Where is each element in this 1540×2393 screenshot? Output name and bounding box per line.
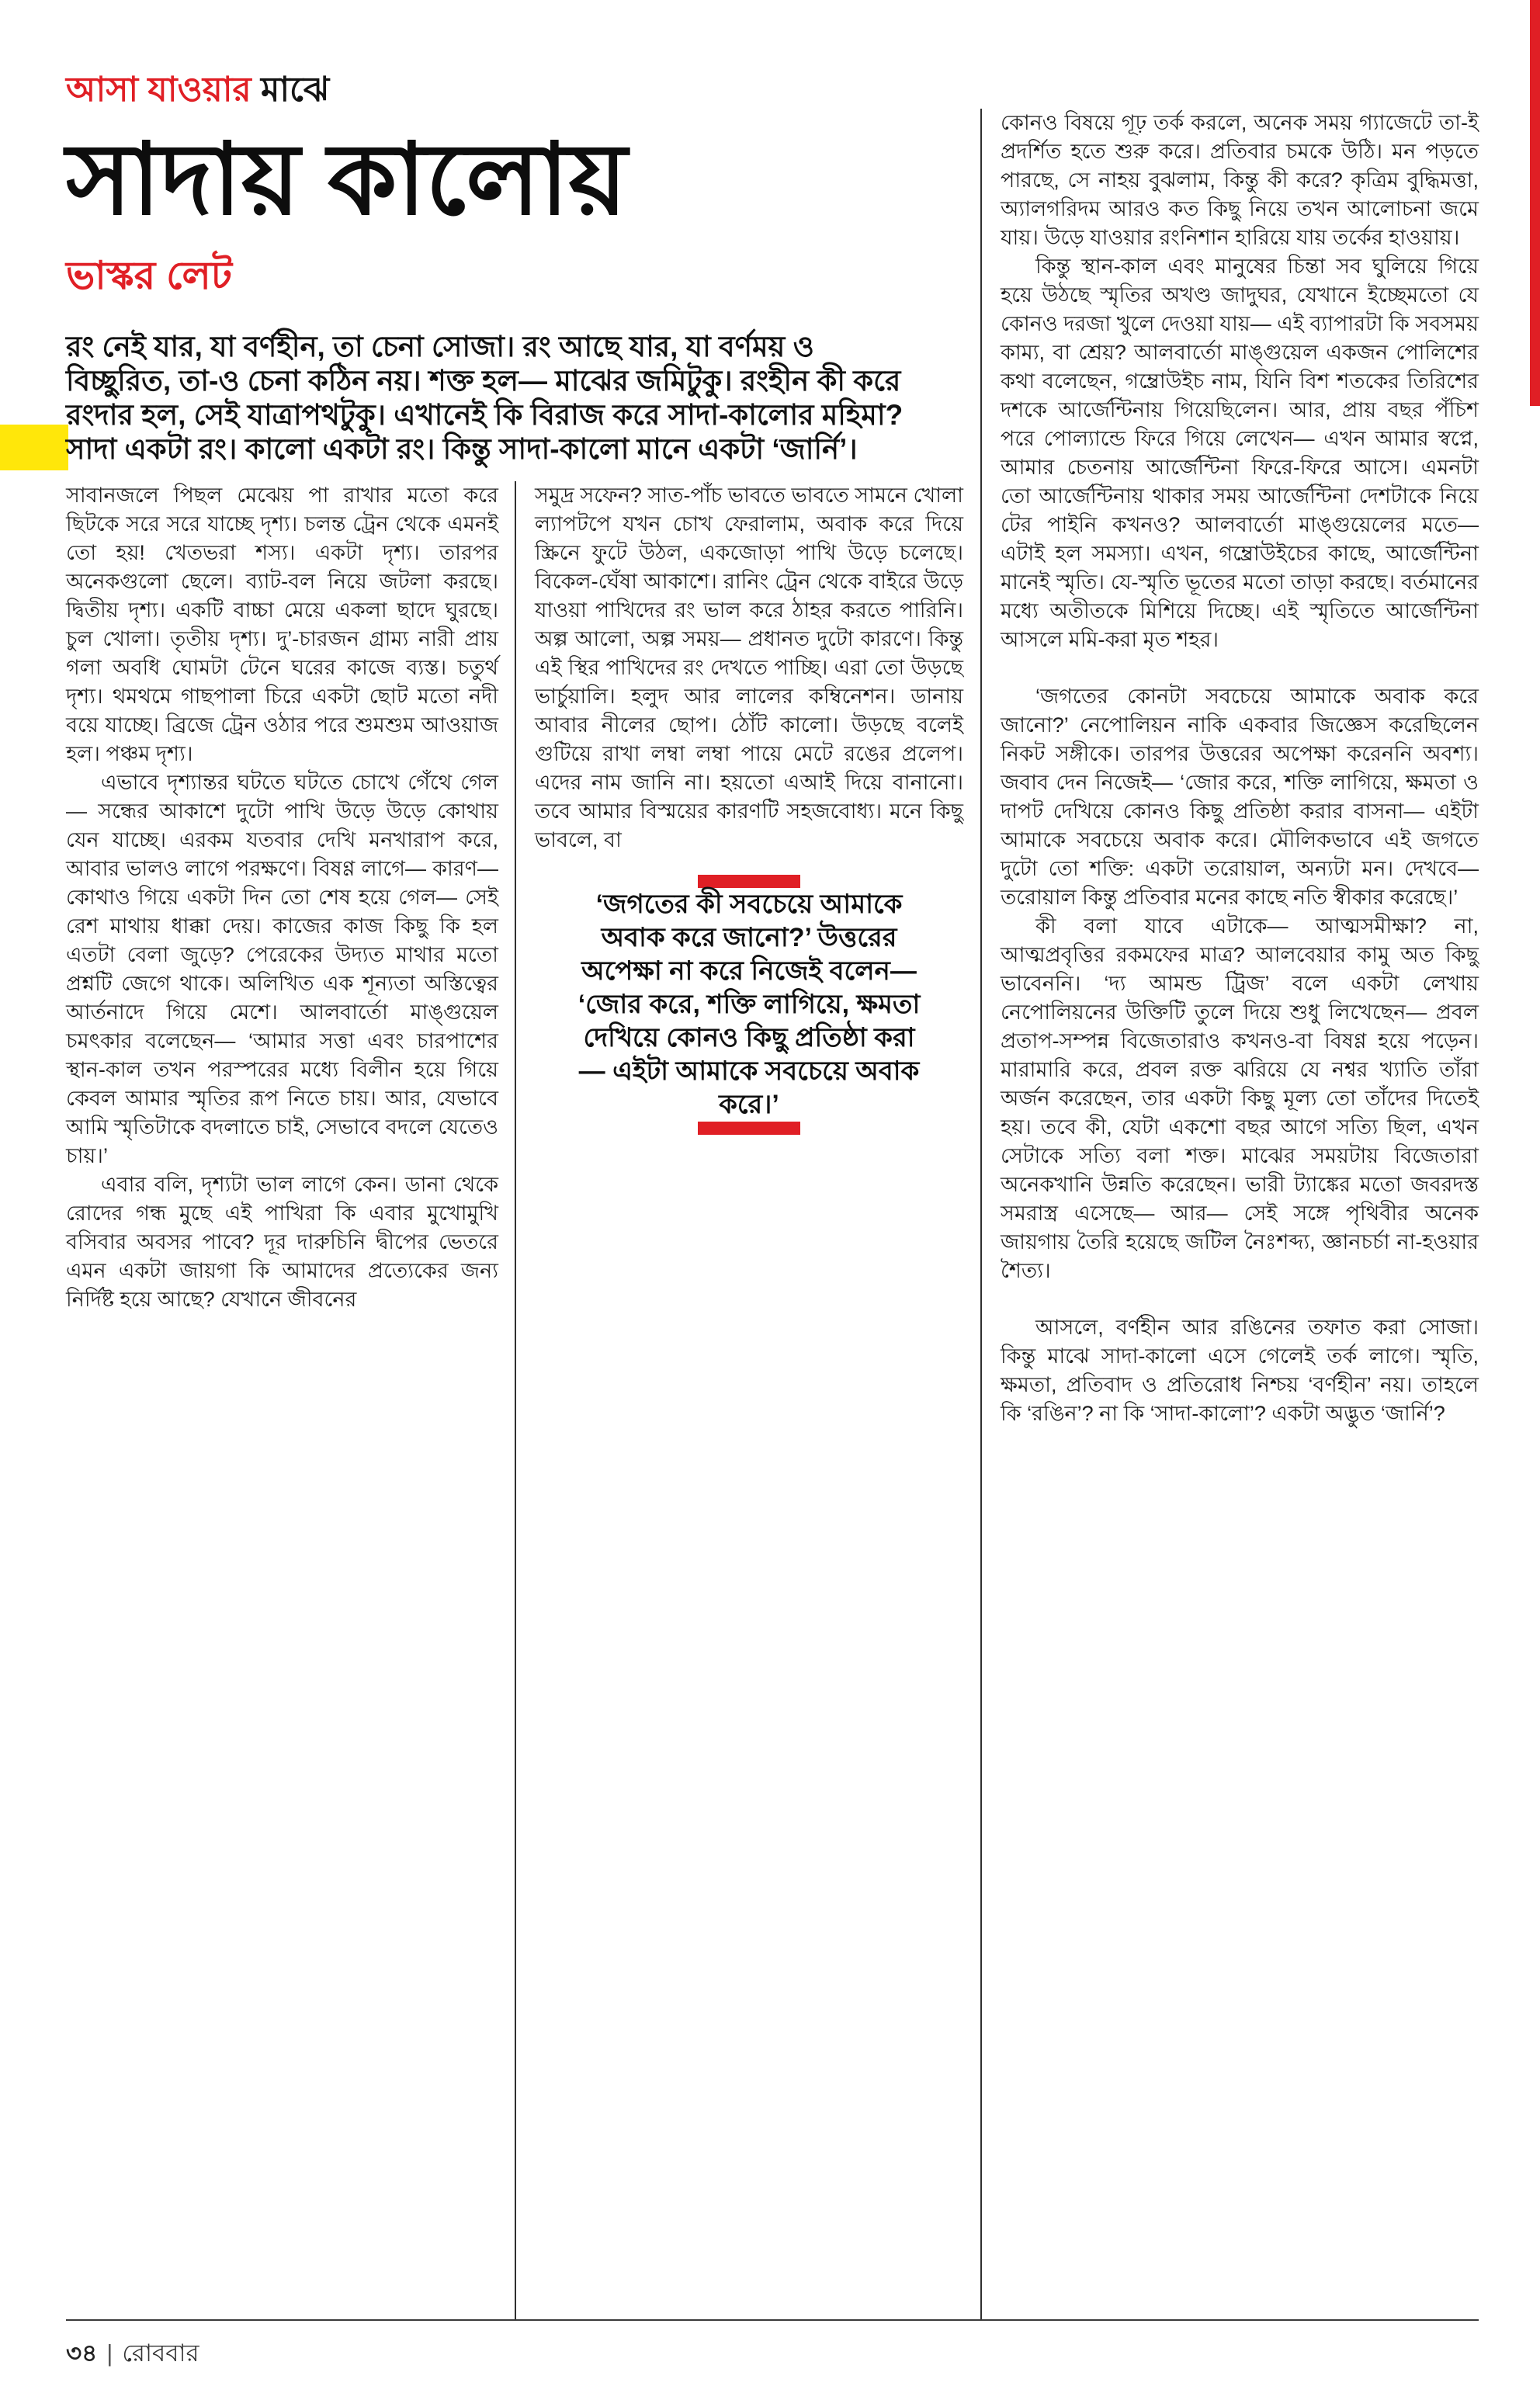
- pull-quote-text: ‘জগতের কী সবচেয়ে আমাকে অবাক করে জানো?’ উত্তরের অপেক্ষা না করে নিজেই বলেন— ‘জোর করে, শক্তি লাগিয়ে, ক্ষমতা দেখিয়ে কোনও কিছু প্রতিষ্ঠা করা— এইটা আমাকে সবচেয়ে অবাক করে।’: [578, 890, 921, 1119]
- column-divider-left: [515, 481, 516, 2319]
- section-label-red-part: আসা যাওয়ার: [66, 71, 251, 109]
- folio-separator: |: [106, 2339, 113, 2367]
- pull-quote-block: [535, 875, 963, 1135]
- body-paragraph: ‘জগতের কোনটা সবচেয়ে আমাকে অবাক করে জানো?’ নেপোলিয়ন নাকি একবার জিজ্ঞেস করেছিলেন নিকট সঙ্গীকে। তারপর উত্তরের অপেক্ষা করেননি অবশ্য। জবাব দেন নিজেই— ‘জোর করে, শক্তি লাগিয়ে, ক্ষমতা ও দাপট দেখিয়ে কোনও কিছু প্রতিষ্ঠা করার বাসনা— এইটা আমাকে সবচেয়ে অবাক করে। মৌলিকভাবে এই জগতে দুটো তো শক্তি: একটা তরোয়াল, অন্যটা মন। দেখবে— তরোয়াল কিন্তু প্রতিবার মনের কাছে নতি স্বীকার করেছে।’: [1001, 685, 1479, 909]
- section-label: [66, 64, 912, 120]
- magazine-name: রোববার: [122, 2339, 199, 2367]
- body-paragraph: কী বলা যাবে এটাকে— আত্মসমীক্ষা? না, আত্মপ্রবৃত্তির রকমফের মাত্র? আলবেয়ার কামু অত কিছু ভাবেননি। ‘দ্য আমন্ড ট্রিজ’ বলে একটা লেখায় নেপোলিয়নের উক্তিটি তুলে দিয়ে শুধু লিখেছেন— প্রবল প্রতাপ-সম্পন্ন বিজেতারাও কখনও-বা বিষণ্ণ হয়ে পড়েন। মারামারি করে, প্রবল রক্ত ঝরিয়ে যে নশ্বর খ্যাতি তাঁরা অর্জন করেছেন, তার একটা কিছু মূল্য তো তাঁদের দিতেই হয়। তবে কী, যেটা একশো বছর আগে সত্যি ছিল, এখন সেটাকে সত্যি বলা শক্ত। মাঝের সময়টায় বিজেতারা অনেকখানি উন্নতি করেছেন। ভারী ট্যাঙ্কের মতো জবরদস্ত সমরাস্ত্র এসেছে— আর— সেই সঙ্গে পৃথিবীর অনেক জায়গায় তৈরি হয়েছে জটিল নৈঃশব্দ্য, জ্ঞানচর্চা না-হওয়ার শৈত্য।: [1001, 914, 1479, 1282]
- section-label-black-part: মাঝে: [251, 71, 330, 109]
- page-folio: [66, 2335, 199, 2375]
- footer-rule: [66, 2319, 1479, 2321]
- pull-quote-bottom-bar: [698, 1122, 800, 1135]
- article-title: সাদায় কালোয়: [66, 124, 628, 235]
- body-paragraph: সাবানজলে পিছল মেঝেয় পা রাখার মতো করে ছিটকে সরে সরে যাচ্ছে দৃশ্য। চলন্ত ট্রেন থেকে এমনই তো হয়! খেতভরা শস্য। একটা দৃশ্য। তারপর অনেকগুলো ছেলে। ব্যাট-বল নিয়ে জটলা করছে। দ্বিতীয় দৃশ্য। একটি বাচ্চা মেয়ে একলা ছাদে ঘুরছে। চুল খোলা। তৃতীয় দৃশ্য। দু’-চারজন গ্রাম্য নারী প্রায় গলা অবধি ঘোমটা টেনে ঘরের কাজে ব্যস্ত। চতুর্থ দৃশ্য। থমথমে গাছপালা চিরে একটা ছোট মতো নদী বয়ে যাচ্ছে। ব্রিজে ট্রেন ওঠার পরে শুমশুম আওয়াজ হল। পঞ্চম দৃশ্য।: [66, 484, 498, 765]
- page-number: ৩৪: [66, 2339, 98, 2367]
- pull-quote-top-bar: [698, 875, 800, 888]
- body-column-1: [66, 481, 498, 1314]
- body-paragraph: কোনও বিষয়ে গূঢ় তর্ক করলে, অনেক সময় গ্যাজেটে তা-ই প্রদর্শিত হতে শুরু করে। প্রতিবার চমকে উঠি। মন পড়তে পারছে, সে নাহয় বুঝলাম, কিন্তু কী করে? কৃত্রিম বুদ্ধিমত্তা, অ্যালগরিদম আরও কত কিছু নিয়ে তখন আলোচনা জমে যায়। উড়ে যাওয়ার রংনিশান হারিয়ে যায় তর্কের হাওয়ায়।: [1001, 111, 1479, 249]
- column-divider-right: [980, 109, 982, 2319]
- author-byline: ভাস্কর লেট: [66, 254, 232, 298]
- body-paragraph: এবার বলি, দৃশ্যটা ভাল লাগে কেন। ডানা থেকে রোদের গন্ধ মুছে এই পাখিরা কি এবার মুখোমুখি বসিবার অবসর পাবে? দূর দারুচিনি দ্বীপের ভেতরে এমন একটা জায়গা কি আমাদের প্রত্যেকের জন্য নির্দিষ্ট হয়ে আছে? যেখানে জীবনের: [66, 1173, 498, 1311]
- yellow-highlight-strip: [0, 425, 68, 470]
- article-header: [66, 64, 912, 466]
- body-column-3: [1001, 109, 1479, 1428]
- body-paragraph: আসলে, বর্ণহীন আর রঙিনের তফাত করা সোজা। কিন্তু মাঝে সাদা-কালো এসে গেলেই তর্ক লাগে। স্মৃতি, ক্ষমতা, প্রতিবাদ ও প্রতিরোধ নিশ্চয় ‘বর্ণহীন’ নয়। তাহলে কি ‘রঙিন’? না কি ‘সাদা-কালো’? একটা অদ্ভুত ‘জার্নি’?: [1001, 1316, 1479, 1425]
- article-lede: রং নেই যার, যা বর্ণহীন, তা চেনা সোজা। রং আছে যার, যা বর্ণময় ও বিচ্ছুরিত, তা-ও চেনা কঠিন নয়। শক্ত হল— মাঝের জমিটুকু। রংহীন কী করে রংদার হল, সেই যাত্রাপথটুকু। এখানেই কি বিরাজ করে সাদা-কালোর মহিমা? সাদা একটা রং। কালো একটা রং। কিন্তু সাদা-কালো মানে একটা ‘জার্নি’।: [66, 331, 904, 466]
- page-edge-accent-bar: [1530, 0, 1540, 406]
- body-column-2: [535, 481, 963, 1135]
- body-paragraph: সমুদ্র সফেন? সাত-পাঁচ ভাবতে ভাবতে সামনে খোলা ল্যাপটপে যখন চোখ ফেরালাম, অবাক করে দিয়ে স্ক্রিনে ফুটে উঠল, একজোড়া পাখি উড়ে চলেছে। বিকেল-ঘেঁষা আকাশে। রানিং ট্রেন থেকে বাইরে উড়ে যাওয়া পাখিদের রং ভাল করে ঠাহর করতে পারিনি। অল্প আলো, অল্প সময়— প্রধানত দুটো কারণে। কিন্তু এই স্থির পাখিদের রং দেখতে পাচ্ছি। এরা তো উড়ছে ভার্চুয়ালি। হলুদ আর লালের কম্বিনেশন। ডানায় আবার নীলের ছোপ। ঠোঁট কালো। উড়ছে বলেই গুটিয়ে রাখা লম্বা লম্বা পায়ে মেটে রঙের প্রলেপ। এদের নাম জানি না। হয়তো এআই দিয়ে বানানো। তবে আমার বিস্ময়ের কারণটি সহজবোধ্য। মনে কিছু ভাবলে, বা: [535, 484, 963, 851]
- body-paragraph: এভাবে দৃশ্যান্তর ঘটতে ঘটতে চোখে গেঁথে গেল— সন্ধের আকাশে দুটো পাখি উড়ে উড়ে কোথায় যেন যাচ্ছে। এরকম যতবার দেখি মনখারাপ করে, আবার ভালও লাগে পরক্ষণে। বিষণ্ণ লাগে— কারণ— কোথাও গিয়ে একটা দিন তো শেষ হয়ে গেল— সেই রেশ মাথায় ধাক্কা দেয়। কাজের কাজ কিছু কি হল এতটা বেলা জুড়ে? পেরেকের উদ্যত মাথার মতো প্রশ্নটি জেগে থাকে। অলিখিত এক শূন্যতা অস্তিত্বের আর্তনাদে গিয়ে মেশে। আলবার্তো মাঙ্গুয়েল চমৎকার বলেছেন— ‘আমার সত্তা এবং চারপাশের স্থান-কাল তখন পরস্পরের মধ্যে বিলীন হয়ে গিয়ে কেবল আমার স্মৃতির রূপ নিতে চায়। আর, যেভাবে আমি স্মৃতিটাকে বদলাতে চাই, সেভাবে বদলে যেতেও চায়।’: [66, 771, 498, 1167]
- body-paragraph: কিন্তু স্থান-কাল এবং মানুষের চিন্তা সব ঘুলিয়ে গিয়ে হয়ে উঠছে স্মৃতির অখণ্ড জাদুঘর, যেখানে ইচ্ছেমতো যে কোনও দরজা খুলে দেওয়া যায়— এই ব্যাপারটা কি সবসময় কাম্য, বা শ্রেয়? আলবার্তো মাঙ্গুয়েল একজন পোলিশের কথা বলেছেন, গম্ব্রোউইচ নাম, যিনি বিশ শতকের তিরিশের দশকে আর্জেন্টিনায় গিয়েছিলেন। আর, প্রায় বছর পঁচিশ পরে পোল্যান্ডে ফিরে গিয়ে লেখেন— এখন আমার স্বপ্নে, আমার চেতনায় আর্জেন্টিনা ফিরে-ফিরে আসে। এমনটা তো আর্জেন্টিনায় থাকার সময় আর্জেন্টিনা দেশটাকে নিয়ে টের পাইনি কখনও? আলবার্তো মাঙ্গুয়েলের মতে— এটাই হল সমস্যা। এখন, গম্ব্রোউইচের কাছে, আর্জেন্টিনা মানেই স্মৃতি। যে-স্মৃতি ভূতের মতো তাড়া করছে। বর্তমানের মধ্যে অতীতকে মিশিয়ে দিচ্ছে। এই স্মৃতিতে আর্জেন্টিনা আসলে মমি-করা মৃত শহর।: [1001, 255, 1479, 651]
